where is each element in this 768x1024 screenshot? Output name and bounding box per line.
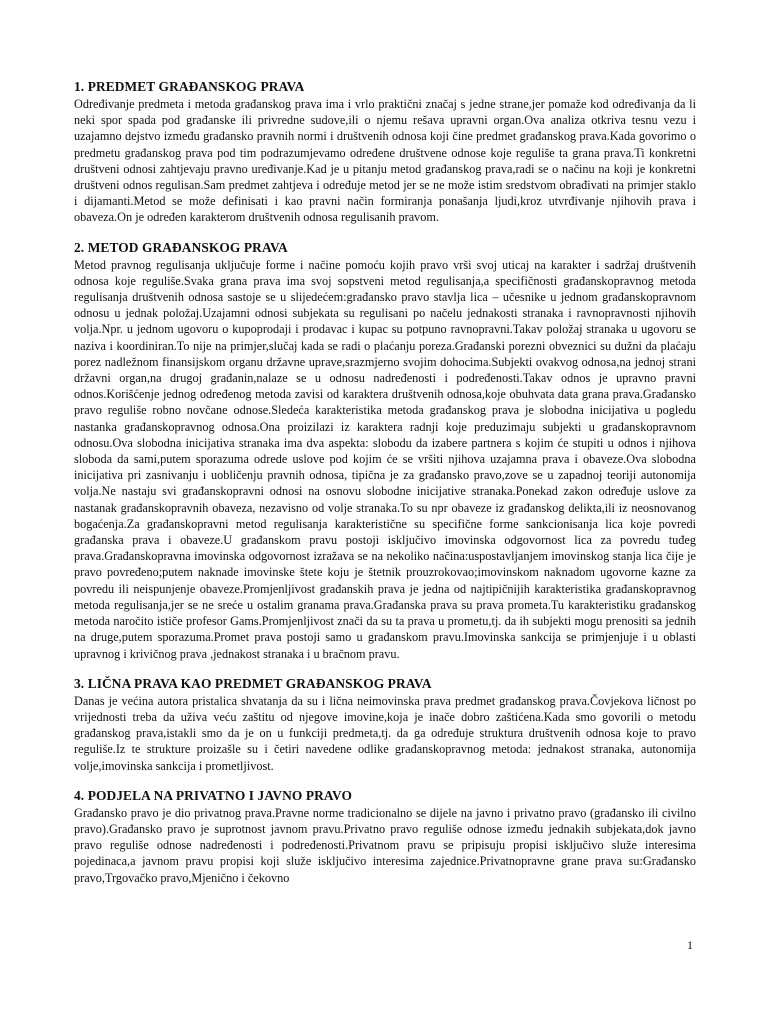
section-heading: 3. LIČNA PRAVA KAO PREDMET GRAĐANSKOG PRAVA (74, 675, 432, 691)
section-2 (74, 239, 696, 662)
section-body: Određivanje predmeta i metoda građanskog prava ima i vrlo praktični značaj s jedne strane,jer pomaže kod određivanja da li neki spor spada pod građanske ili privredne sudove,ili o njemu rešava upravni organ.Ova analiza otkriva tesnu vezu i uzajamno dejstvo između građansko pravnih normi i društvenih odnosa koji čine predmet građanskog prava.Kada govorimo o predmetu građanskog prava pod tim podrazumjevamo određene društvene odnose koje reguliše ta grana prava.Ti konkretni društveni odnosi zahtjevaju pravno uređivanje.Kad je u pitanju metod građanskog prava,radi se o načinu na koji je konkretni društveni odnos regulisan.Sam predmet zahtjeva i određuje metod jer se ne može istim sredstvom obrađivati na primjer staklo i dijamanti.Metod se može definisati i kao pravni način formiranja ponašanja ljudi,kroz utvrđivanje njihovih prava i obaveza.On je određen karakterom društvenih odnosa regulisanih pravom. (74, 97, 696, 225)
section-3 (74, 675, 696, 774)
section-body: Građansko pravo je dio privatnog prava.Pravne norme tradicionalno se dijele na javno i privatno pravo (građansko ili civilno pravo).Građansko pravo je suprotnost javnom pravu.Privatno pravo reguliše odnose između jednakih subjekata,dok javno pravo reguliše odnose nadređenosti i podređenosti.Privatnom pravu se pripisuju propisi isključivo služe interesima pojedinaca,a javnom pravu propisi koji služe isključivo interesima zajednice.Privatnopravne grane prava su:Građansko pravo,Trgovačko pravo,Mjenično i čekovno (74, 805, 696, 885)
section-body: Metod pravnog regulisanja uključuje forme i načine pomoću kojih pravo vrši svoj uticaj na karakter i sadržaj društvenih odnosa koje reguliše.Svaka grana prava ima svoj sopstveni metod regulisanja,a specifičnosti građanskopravnog metoda regulisanja društvenih odnosa sastoje se u slijedećem:građansko pravo stavlja lica – učesnike u jednom građanskopravnom odnosu u jednak položaj.Uzajamni odnosi subjekata su regulisani po načelu jednakosti stranaka i ravnopravnosti njihovih volja.Npr. u jednom ugovoru o kupoprodaji i prodavac i kupac su potpuno ravnopravni.Takav položaj stranaka u ugovoru se naziva i koordiniran.To nije na primjer,slučaj kada se radi o plaćanju poreza.Građanski porezni obveznici su dužni da plaćaju porez nadležnom finansijskom organu državne uprave,srazmjerno svojim dohocima.Subjekti ovakvog odnosa,na jednoj strani državni organ,na drugoj građanin,nalaze se u odnosu nadređenosti i podređenosti.Takav odnos je upravno pravni odnos.Korišćenje jednog određenog metoda zavisi od karaktera društvenih odnosa,koje obuhvata data grana prava.Građansko pravo reguliše robno novčane odnose.Sledeća karakteristika metoda građanskog prava je slobodna inicijativa u pogledu nastanka građanskopravnog odnosa.Ona proizilazi iz karaktera radnji koje preduzimaju subjekti u građanskopravnom odnosu.Ova slobodna inicijativa stranaka ima dva aspekta: slobodu da izabere partnera s kojim će stupiti u odnos i njihova sloboda da sami,putem sporazuma odrede uslove pod kojim će se vršiti njihova uzajamna prava i obaveze.Ova slobodna inicijativa pri zasnivanju i uobličenju pravnih odnosa, tipična je za građansko pravo,zove se u zapadnoj teoriji autonomija volja.Ne nastaju svi građanskopravni odnosi na osnovu slobodne inicijative stranaka.Ponekad zakon određuje uslove za nastanak građanskopravnih obaveza, nezavisno od volje stranaka.To su npr obaveze iz građanskog delikta,ili iz neosnovanog bogaćenja.Za građanskopravni metod regulisanja karakteristične su specifične forme sankcionisanja lica koje povredi građanska prava i obaveze.U građanskom pravu postoji isključivo imovinska odgovornost lica za povredu tuđeg prava.Građanskopravna imovinska odgovornost izražava se na nekoliko načina:uspostavljanjem imovinskog stanja lica čije je pravo povređeno;putem naknade imovinske štete koju je štetnik prouzrokovao;imovinskom naknadom ugovorne kazne za povredu ili neispunjenje obaveze.Promjenljivost građanskih prava je jedna od najtipičnijih karakteristika građanskopravnog metoda regulisanja,jer se ne sreće u ostalim granama prava.Građanska prava su prava prometa.Tu karakteristiku građanskog metoda naročito ističe profesor Gams.Promjenljivost znači da su ta prava u prometu,tj. da ih subjekti mogu prenositi sa jednih na druge,putem sporazuma.Promet prava postoji samo u građanskom pravu.Imovinska sankcija se primjenjuje i u oblasti upravnog i krivičnog prava ,jednakost stranaka i u bračnom pravu. (74, 257, 696, 661)
section-body: Danas je većina autora pristalica shvatanja da su i lična neimovinska prava predmet građanskog prava.Čovjekova ličnost po vrijednosti treba da uživa veću zaštitu od njegove imovine,koja je inače dobro zaštićena.Kada smo govorili o metodu građanskog prava,istakli smo da je on u funkciji predmeta,tj. da ga određuje struktura društvenih odnosa koje to pravo reguliše.Iz te strukture proizašle su i četiri navedene odlike građanskopravnog metoda: jednakost stranaka, autonomija volje,imovinska sankcija i prometljivost. (74, 693, 696, 773)
page-number: 1 (687, 938, 693, 952)
section-1 (74, 78, 696, 226)
section-4 (74, 787, 696, 886)
section-heading: 1. PREDMET GRAĐANSKOG PRAVA (74, 79, 305, 94)
section-heading: 4. PODJELA NA PRIVATNO I JAVNO PRAVO (74, 787, 352, 803)
document-page (74, 78, 696, 899)
section-heading: 2. METOD GRAĐANSKOG PRAVA (74, 239, 288, 255)
